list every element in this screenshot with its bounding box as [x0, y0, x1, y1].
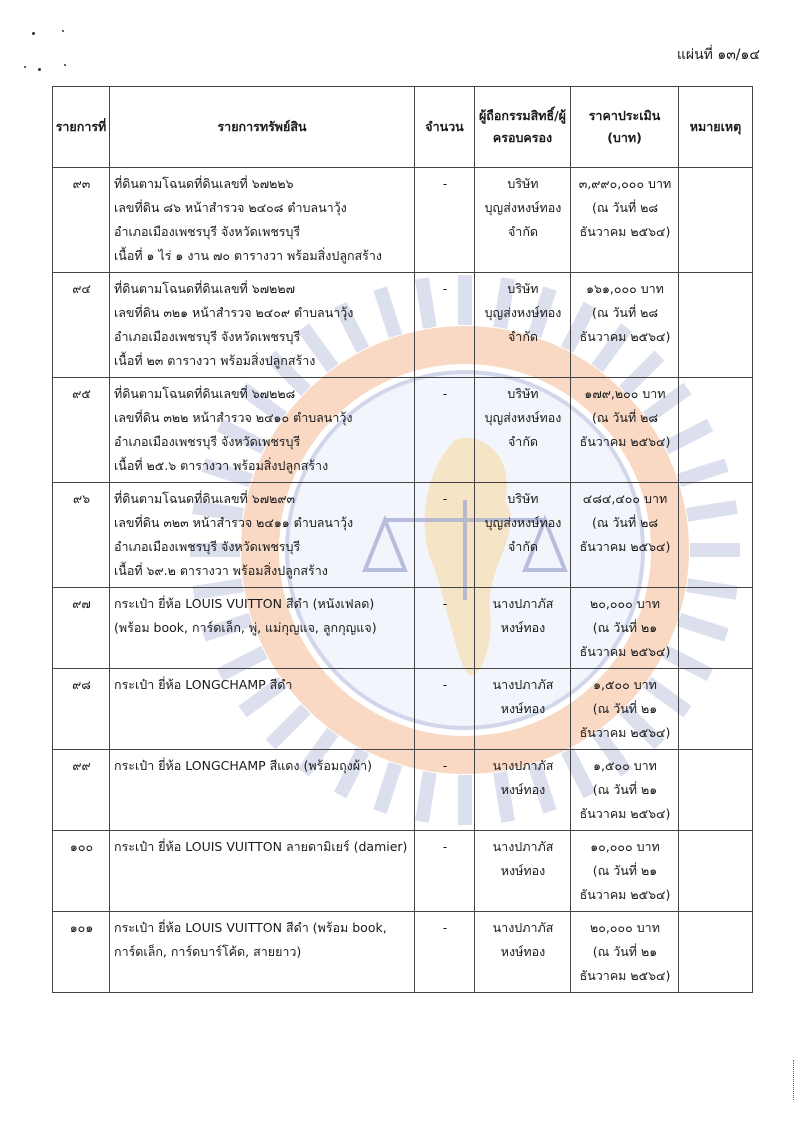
owner-line: จำกัด	[507, 329, 539, 344]
item-line: กระเป๋า ยี่ห้อ LONGCHAMP สีดำ	[114, 677, 293, 692]
table-row	[53, 831, 753, 912]
price-line: (ณ วันที่ ๒๑	[592, 863, 658, 878]
price-line: (ณ วันที่ ๒๑	[592, 782, 658, 797]
cell-item	[110, 912, 415, 993]
owner-line: บุญส่งหงษ์ทอง	[484, 515, 562, 530]
cell-remark	[679, 273, 753, 378]
price-line: (ณ วันที่ ๒๘	[591, 200, 659, 215]
item-line: อำเภอเมืองเพชรบุรี จังหวัดเพชรบุรี	[114, 539, 301, 554]
cell-remark	[679, 831, 753, 912]
table-row	[53, 588, 753, 669]
price-line: ธันวาคม ๒๕๖๔)	[579, 887, 671, 902]
cell-no: ๙๙	[53, 750, 110, 831]
col-header-remark: หมายเหตุ	[679, 87, 753, 168]
price-line: ๒๐,๐๐๐ บาท	[590, 920, 660, 935]
item-line: เนื้อที่ ๑ ไร่ ๑ งาน ๗๐ ตารางวา พร้อมสิ่งปลูกสร้าง	[114, 248, 383, 263]
owner-line: หงษ์ทอง	[500, 782, 546, 797]
cell-qty: -	[415, 168, 475, 273]
cell-price	[571, 669, 679, 750]
cell-qty: -	[415, 273, 475, 378]
owner-line: หงษ์ทอง	[500, 701, 546, 716]
cell-owner	[475, 912, 571, 993]
owner-line: หงษ์ทอง	[500, 620, 546, 635]
cell-no: ๙๗	[53, 588, 110, 669]
col-header-qty: จำนวน	[415, 87, 475, 168]
owner-line: หงษ์ทอง	[500, 944, 546, 959]
cell-price	[571, 831, 679, 912]
price-line: ๒๐,๐๐๐ บาท	[590, 596, 660, 611]
price-line: ๑,๕๐๐ บาท	[593, 758, 657, 773]
price-line: (ณ วันที่ ๒๘	[591, 515, 659, 530]
price-line: (ณ วันที่ ๒๘	[591, 305, 659, 320]
cell-price	[571, 378, 679, 483]
cell-price	[571, 912, 679, 993]
price-line: ธันวาคม ๒๕๖๔)	[579, 968, 671, 983]
owner-line: จำกัด	[507, 539, 539, 554]
cell-owner	[475, 831, 571, 912]
price-line: ๑๖๑,๐๐๐ บาท	[586, 281, 664, 296]
price-line: (ณ วันที่ ๒๑	[592, 701, 658, 716]
table-row	[53, 273, 753, 378]
price-line: ๑,๕๐๐ บาท	[593, 677, 657, 692]
scan-specks	[22, 28, 82, 78]
owner-line: บุญส่งหงษ์ทอง	[484, 305, 562, 320]
item-line: กระเป๋า ยี่ห้อ LOUIS VUITTON สีดำ (หนังเฟลด)	[114, 596, 375, 611]
edge-mark	[793, 1060, 796, 1100]
item-line: เนื้อที่ ๖๙.๒ ตารางวา พร้อมสิ่งปลูกสร้าง	[114, 563, 328, 578]
cell-qty: -	[415, 669, 475, 750]
owner-line: บริษัท	[507, 176, 539, 191]
owner-line: นางปภาภัส	[492, 839, 554, 854]
item-line: ที่ดินตามโฉนดที่ดินเลขที่ ๖๗๒๒๘	[114, 386, 296, 401]
cell-remark	[679, 168, 753, 273]
cell-remark	[679, 483, 753, 588]
cell-no: ๑๐๐	[53, 831, 110, 912]
cell-item	[110, 273, 415, 378]
cell-price	[571, 588, 679, 669]
table-row	[53, 750, 753, 831]
price-line: ๓,๙๙๐,๐๐๐ บาท	[578, 176, 672, 191]
owner-line: นางปภาภัส	[492, 677, 554, 692]
item-line: เลขที่ดิน ๓๒๒ หน้าสำรวจ ๒๔๑๐ ตำบลนาวุ้ง	[114, 410, 353, 425]
cell-owner	[475, 483, 571, 588]
cell-price	[571, 168, 679, 273]
item-line: เลขที่ดิน ๘๖ หน้าสำรวจ ๒๔๐๘ ตำบลนาวุ้ง	[114, 200, 347, 215]
item-line: การ์ดเล็ก, การ์ดบาร์โค้ด, สายยาว)	[114, 944, 302, 959]
cell-owner	[475, 273, 571, 378]
col-header-no: รายการที่	[53, 87, 110, 168]
cell-owner	[475, 378, 571, 483]
owner-line: หงษ์ทอง	[500, 863, 546, 878]
cell-item	[110, 588, 415, 669]
owner-line: บริษัท	[507, 386, 539, 401]
cell-item	[110, 669, 415, 750]
cell-item	[110, 483, 415, 588]
cell-price	[571, 750, 679, 831]
cell-owner	[475, 588, 571, 669]
cell-qty: -	[415, 831, 475, 912]
item-line: อำเภอเมืองเพชรบุรี จังหวัดเพชรบุรี	[114, 434, 301, 449]
item-line: ที่ดินตามโฉนดที่ดินเลขที่ ๖๗๒๒๖	[114, 176, 294, 191]
cell-qty: -	[415, 588, 475, 669]
cell-qty: -	[415, 483, 475, 588]
price-line: ธันวาคม ๒๕๖๔)	[579, 329, 671, 344]
cell-remark	[679, 669, 753, 750]
item-line: เนื้อที่ ๒๕.๖ ตารางวา พร้อมสิ่งปลูกสร้าง	[114, 458, 329, 473]
table-header-row	[53, 87, 753, 168]
price-line: ธันวาคม ๒๕๖๔)	[579, 539, 671, 554]
asset-table	[52, 86, 753, 993]
owner-line: บริษัท	[507, 491, 539, 506]
price-line: ธันวาคม ๒๕๖๔)	[579, 644, 671, 659]
cell-no: ๑๐๑	[53, 912, 110, 993]
cell-qty: -	[415, 378, 475, 483]
cell-no: ๙๖	[53, 483, 110, 588]
cell-no: ๙๔	[53, 273, 110, 378]
item-line: กระเป๋า ยี่ห้อ LOUIS VUITTON สีดำ (พร้อม book,	[114, 920, 387, 935]
cell-qty: -	[415, 750, 475, 831]
price-line: ๑๐,๐๐๐ บาท	[590, 839, 660, 854]
price-line: ๑๗๙,๒๐๐ บาท	[584, 386, 666, 401]
cell-no: ๙๕	[53, 378, 110, 483]
cell-item	[110, 168, 415, 273]
item-line: กระเป๋า ยี่ห้อ LONGCHAMP สีแดง (พร้อมถุงผ้า)	[114, 758, 372, 773]
owner-line: จำกัด	[507, 434, 539, 449]
owner-line: นางปภาภัส	[492, 758, 554, 773]
price-line: ธันวาคม ๒๕๖๔)	[579, 806, 671, 821]
table-row	[53, 168, 753, 273]
cell-item	[110, 831, 415, 912]
price-line: (ณ วันที่ ๒๘	[591, 410, 659, 425]
item-line: เลขที่ดิน ๓๒๓ หน้าสำรวจ ๒๔๑๑ ตำบลนาวุ้ง	[114, 515, 354, 530]
cell-price	[571, 483, 679, 588]
cell-no: ๙๘	[53, 669, 110, 750]
owner-line: นางปภาภัส	[492, 920, 554, 935]
col-header-price: ราคาประเมิน (บาท)	[571, 87, 679, 168]
sheet-number: แผ่นที่ ๑๓/๑๔	[676, 47, 760, 63]
table-row	[53, 912, 753, 993]
cell-remark	[679, 750, 753, 831]
cell-remark	[679, 588, 753, 669]
item-line: อำเภอเมืองเพชรบุรี จังหวัดเพชรบุรี	[114, 329, 301, 344]
item-line: เลขที่ดิน ๓๒๑ หน้าสำรวจ ๒๔๐๙ ตำบลนาวุ้ง	[114, 305, 354, 320]
cell-price	[571, 273, 679, 378]
item-line: ที่ดินตามโฉนดที่ดินเลขที่ ๖๗๒๒๗	[114, 281, 295, 296]
cell-no: ๙๓	[53, 168, 110, 273]
cell-qty: -	[415, 912, 475, 993]
cell-owner	[475, 168, 571, 273]
price-line: (ณ วันที่ ๒๑	[592, 944, 658, 959]
owner-line: จำกัด	[507, 224, 539, 239]
item-line: ที่ดินตามโฉนดที่ดินเลขที่ ๖๗๒๙๓	[114, 491, 296, 506]
owner-line: บุญส่งหงษ์ทอง	[484, 200, 562, 215]
col-header-owner: ผู้ถือกรรมสิทธิ์/ผู้ครอบครอง	[475, 87, 571, 168]
table-row	[53, 669, 753, 750]
item-line: (พร้อม book, การ์ดเล็ก, พู่, แม่กุญแจ, ลูกกุญแจ)	[114, 620, 377, 635]
price-line: ธันวาคม ๒๕๖๔)	[579, 725, 671, 740]
cell-item	[110, 378, 415, 483]
owner-line: บริษัท	[507, 281, 539, 296]
cell-remark	[679, 912, 753, 993]
price-line: ๔๘๔,๔๐๐ บาท	[582, 491, 668, 506]
col-header-item: รายการทรัพย์สิน	[110, 87, 415, 168]
owner-line: บุญส่งหงษ์ทอง	[484, 410, 562, 425]
table-row	[53, 378, 753, 483]
price-line: ธันวาคม ๒๕๖๔)	[579, 224, 671, 239]
item-line: เนื้อที่ ๒๓ ตารางวา พร้อมสิ่งปลูกสร้าง	[114, 353, 316, 368]
cell-item	[110, 750, 415, 831]
cell-owner	[475, 669, 571, 750]
cell-remark	[679, 378, 753, 483]
table-row	[53, 483, 753, 588]
cell-owner	[475, 750, 571, 831]
price-line: (ณ วันที่ ๒๑	[592, 620, 658, 635]
price-line: ธันวาคม ๒๕๖๔)	[579, 434, 671, 449]
item-line: อำเภอเมืองเพชรบุรี จังหวัดเพชรบุรี	[114, 224, 301, 239]
owner-line: นางปภาภัส	[492, 596, 554, 611]
item-line: กระเป๋า ยี่ห้อ LOUIS VUITTON ลายดามิเยร์ (damier)	[114, 839, 408, 854]
